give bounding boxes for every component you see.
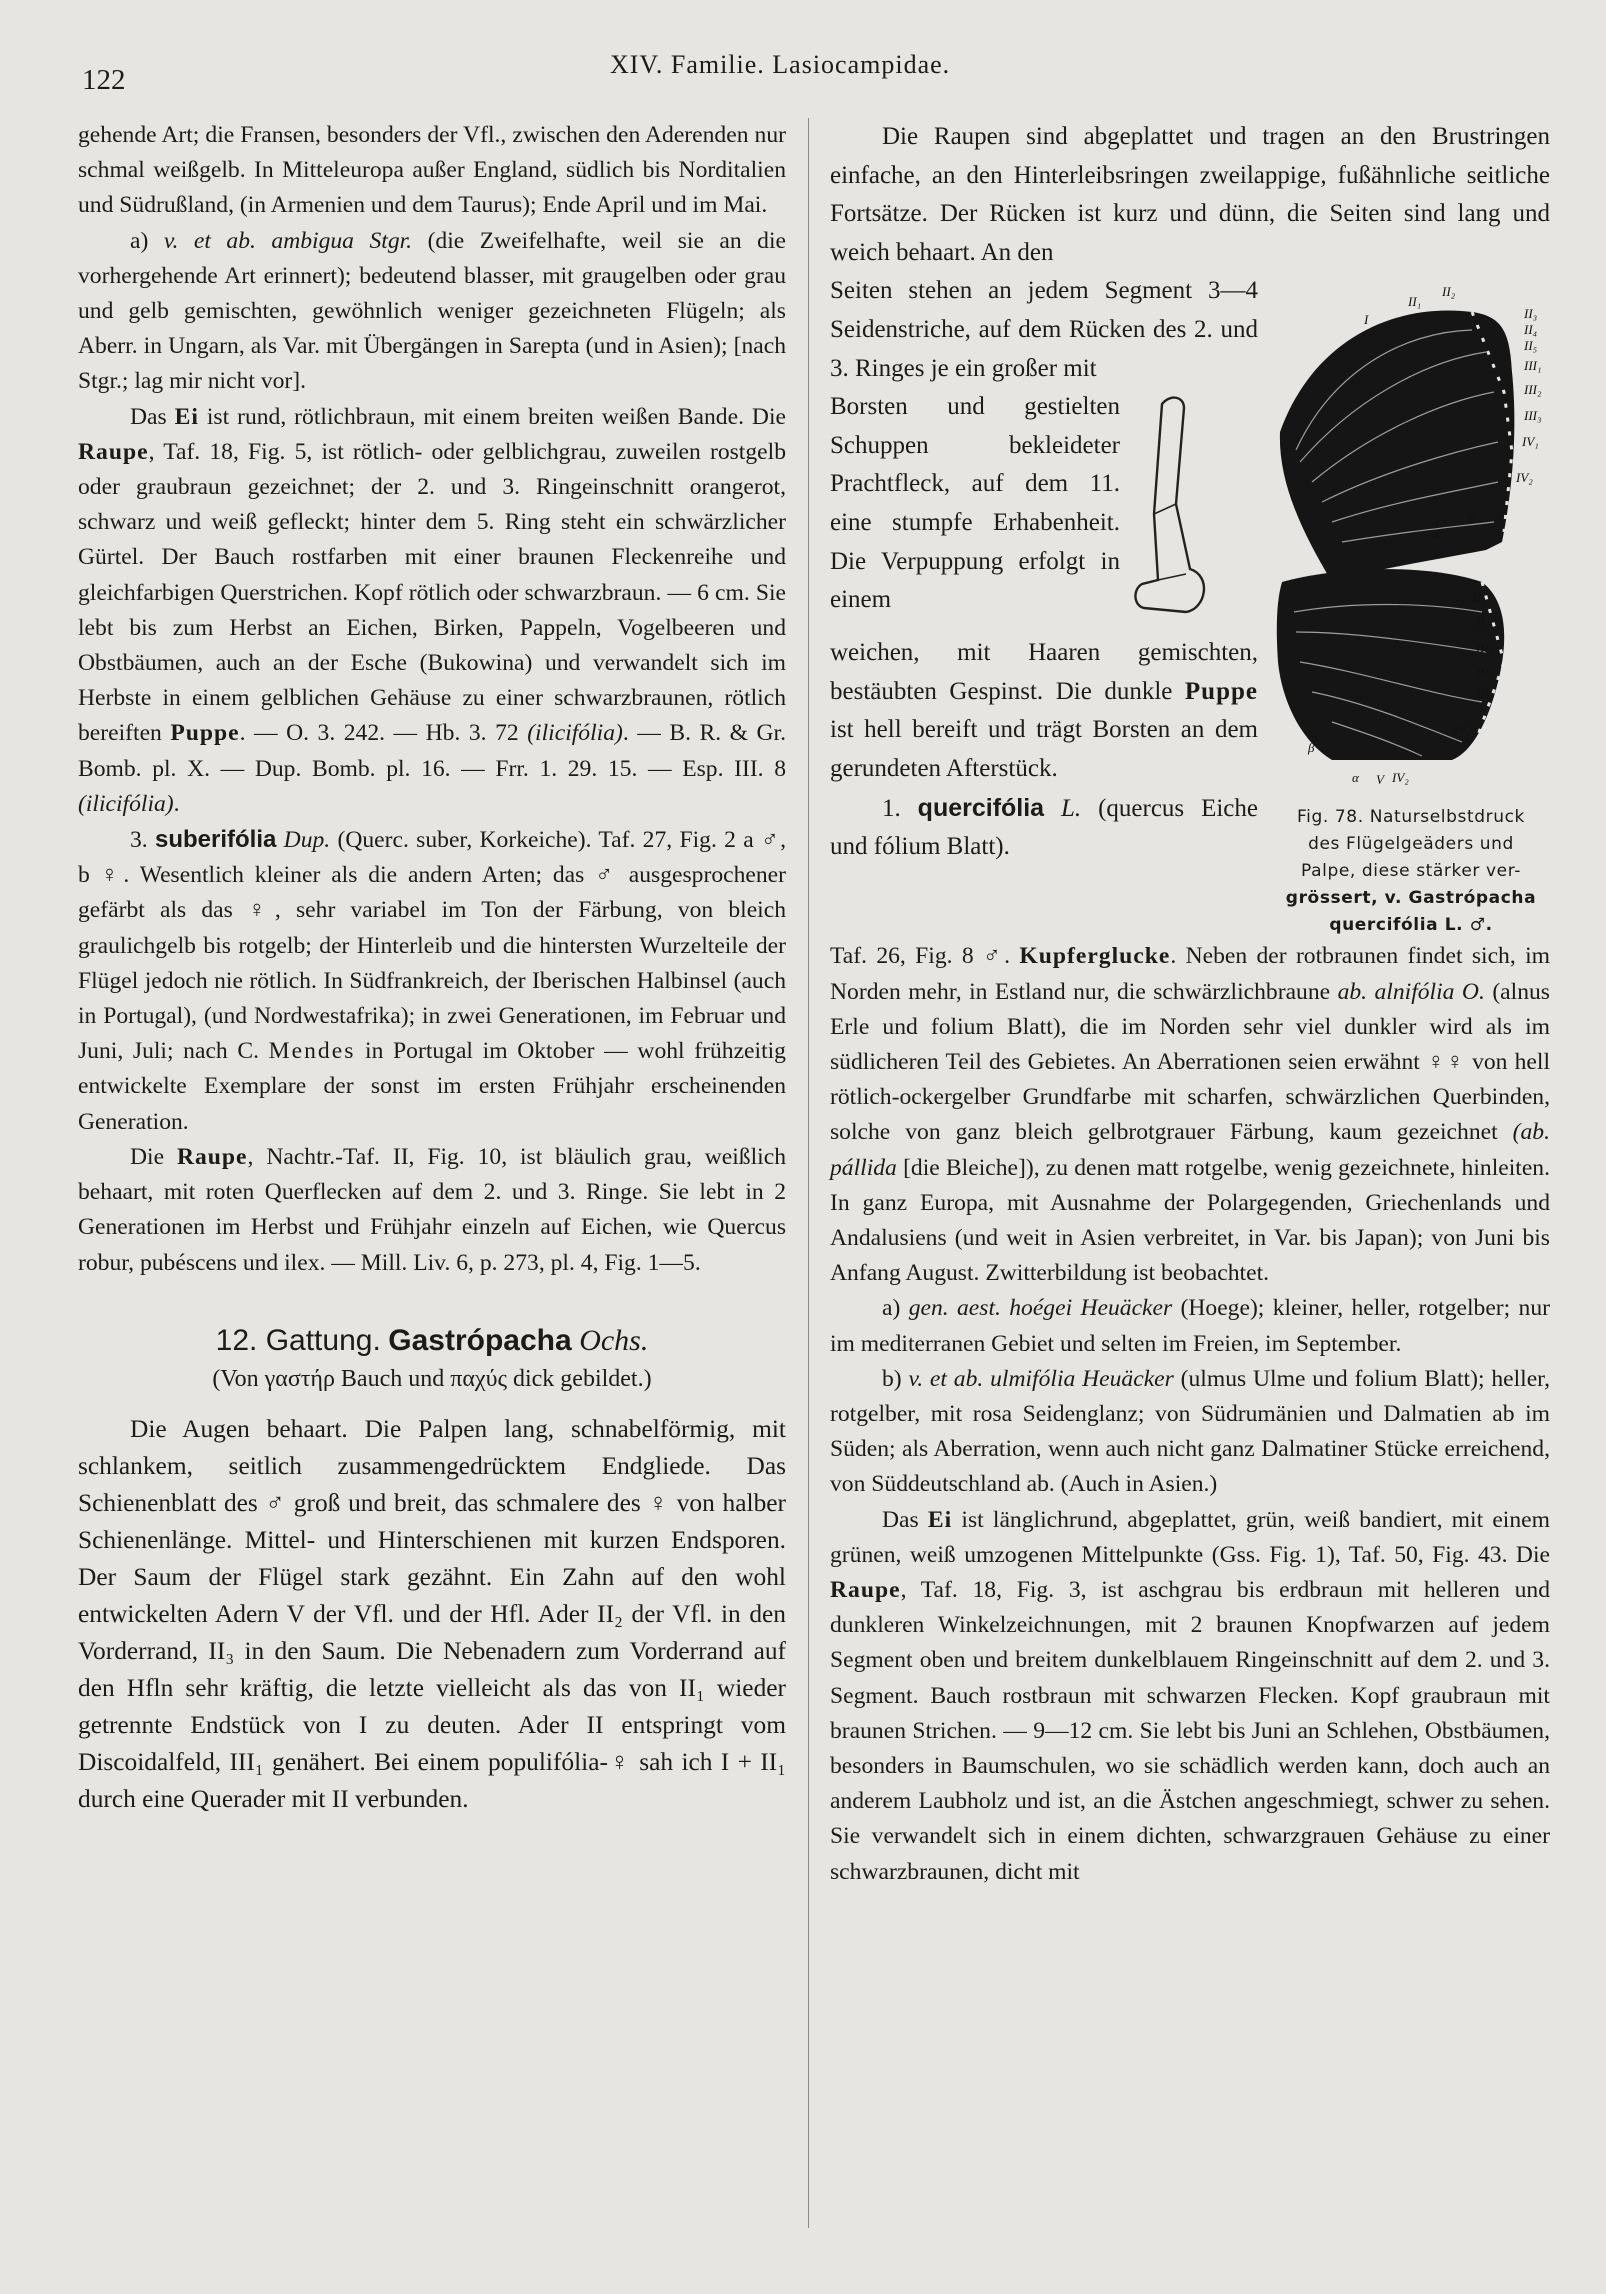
author: L. — [1061, 794, 1082, 822]
paragraph-ambigua — [78, 224, 786, 400]
page-number: 122 — [82, 64, 126, 96]
caption-line: des Flügelgeäders und — [1308, 834, 1514, 855]
text: . — [173, 790, 180, 817]
right-top-text — [830, 118, 1550, 272]
right-continuation — [830, 939, 1550, 1889]
vein-label: IV₁ — [1522, 434, 1539, 450]
forewing-shape — [1280, 311, 1515, 583]
vein-label: II₁ — [1472, 590, 1486, 606]
figure-wrap-block — [830, 272, 1550, 939]
term-puppe: Puppe — [170, 720, 240, 747]
vein-label: III₃ — [1524, 408, 1542, 424]
caption-line: Palpe, diese stärker ver- — [1301, 861, 1521, 882]
genus-etymology: (Von γαστήρ Bauch und παχύς dick gebildet.) — [212, 1365, 652, 1392]
vein-label: III₂ — [1524, 382, 1542, 398]
paragraph-ulmifolia — [830, 1362, 1550, 1503]
vein-label: II₃ — [1524, 306, 1538, 322]
text: (alnus Erle und folium Blatt), die im Norden sehr viel dunkler wird als im südlicheren Teil des Gebietes. An Aberrationen seien erwähnt ♀♀ von hell rötlich-ockergelber Grundfarbe mit scharfen, schwärzlichen Querbinden, solche von ganz bleich gelbrotgrauer Färbung, kaum gezeichnet — [830, 978, 1550, 1146]
term-ei: Ei — [174, 403, 199, 430]
text: (ulmus Ulme und folium Blatt); heller, rotgelber, mit rosa Seidenglanz; von Südrumänien und Dalmatien ab im Süden; als Aberration, wenn auch nicht ganz Dalmatiner Stücke erreichend, von Süddeutschland ab. (Auch in Asien.) — [830, 1365, 1550, 1498]
text: ist rund, rötlichbraun, mit einem breiten weißen Bande. Die — [206, 403, 786, 430]
text: Das — [130, 403, 167, 430]
paragraph-prachtfleck: Borsten und gestielten Schuppen bekleideter Prachtfleck, auf dem 11. eine stumpfe Erhabenheit. Die Verpuppung erfolgt in einem — [830, 393, 1120, 614]
vein-label: II₁ — [1408, 294, 1422, 310]
common-name: Kupferglucke — [1019, 943, 1171, 970]
vein-label: α — [1352, 770, 1359, 786]
vein-label: α — [1432, 526, 1439, 542]
vein-label: IV₁ — [1454, 722, 1471, 738]
term-ei: Ei — [927, 1506, 953, 1533]
paragraph-suberifolia — [78, 822, 786, 1140]
text: . — O. 3. 242. — Hb. 3. 72 — [239, 720, 519, 747]
palp-illustration — [1126, 394, 1246, 634]
wrapped-text — [830, 272, 1258, 866]
vein-label: II₅ — [1524, 338, 1538, 354]
paragraph-larva-description: Die Raupen sind abgeplattet und tragen an den Brustringen einfache, an den Hinterleibsringen zweilappige, fußähnliche seitliche Fortsätze. Der Rücken ist kurz und dünn, die Seiten sind lang und weich behaart. An den — [830, 123, 1550, 266]
text: , Taf. 18, Fig. 5, ist rötlich- oder gelblichgrau, zuweilen rostgelb oder graubraun gezeichnet; der 2. und 3. Ringeinschnitt orangerot, schwarz und weiß gefleckt; hinter dem 5. Ring steht ein schwärzlicher Gürtel. Der Bauch rostfarben mit einer braunen Fleckenreihe und gleichfarbigen Querstrichen. Kopf rötlich oder schwarzbraun. — 6 cm. Sie lebt bis zum Herbst an Eichen, Birken, Pappeln, Vogelbeeren und Obstbäumen, auch an der Esche (Bukowina) und verwandelt sich im Herbste in einem gelblichen Gehäuse zu einer schwarzbraunen, rötlich bereiften — [78, 438, 786, 747]
vein-label: III₁ — [1524, 358, 1542, 374]
author: Dup. — [283, 827, 331, 854]
figure-caption — [1272, 804, 1550, 939]
vein-label: II₄ — [1524, 322, 1538, 338]
vein-label: III₁ — [1476, 640, 1494, 656]
vein-label: II — [1476, 614, 1485, 630]
text: (Querc. suber, Korkeiche). Taf. 27, Fig. 2 a ♂, b ♀. Wesentlich kleiner als die andern Arten; das ♂ ausgesprochener gefärbt als das ♀, sehr variabel im Ton der Färbung, von bleich graulichgelb bis rotgelb; der Hinterleib und die hintersten Wurzelteile der Flügel jedoch nie rötlich. In Südfrankreich, der Iberischen Halbinsel (auch in Portugal), (und Nordwestafrika); in zwei Generationen, im Februar und Juni, Juli; nach C. — [78, 827, 786, 1065]
term-raupe: Raupe — [78, 438, 149, 465]
vein-label: IV₂ — [1392, 770, 1409, 786]
taxon-name: v. et ab. ulmifólia Heuäcker — [908, 1365, 1174, 1392]
paragraph-pupa — [830, 634, 1258, 788]
paragraph-egg-larva — [830, 1503, 1550, 1890]
item-letter: b) — [882, 1365, 902, 1392]
term-raupe: Raupe — [830, 1577, 901, 1604]
species-name: quercifólia — [917, 793, 1045, 822]
vein-label: β — [1308, 740, 1315, 756]
taxon-name: (ilicifólia) — [527, 720, 623, 747]
taxon-name: gen. aest. hoégei Heuäcker — [908, 1295, 1173, 1322]
caption-line: quercifólia L. ♂. — [1329, 915, 1493, 936]
text: Taf. 26, Fig. 8 ♂. — [830, 943, 1011, 970]
term-raupe: Raupe — [176, 1143, 248, 1170]
item-letter: a) — [882, 1295, 901, 1322]
wing-venation-figure — [1272, 282, 1550, 792]
species-name: suberifólia — [155, 826, 277, 854]
taxon-name: (ab. pállida — [830, 1119, 1550, 1181]
paragraph-quercifolia — [830, 939, 1550, 1291]
text: Das — [882, 1506, 919, 1533]
species-number: 3. — [130, 827, 148, 854]
paragraph-segments: Seiten stehen an jedem Segment 3—4 Seidenstriche, auf dem Rücken des 2. und 3. Ringes je ein großer mit — [830, 277, 1258, 382]
species-number: 1. — [882, 794, 901, 822]
text: , Taf. 18, Fig. 3, ist aschgrau bis erdbraun mit helleren und dunkleren Winkelzeichnungen, mit 2 braunen Knopfwarzen auf jedem Segment oben und breitem dunkelblauem Ringeinschnitt auf dem 2. und 3. Segment. Bauch rostbraun mit schwarzen Flecken. Kopf graubraun mit braunen Strichen. — 9—12 cm. Sie lebt bis Juni an Schlehen, Obstbäumen, besonders in Baumschulen, wo sie schädlich werden kann, doch auch an anderem Laubholz und ist, an die Ästchen angeschmiegt, schwer zu sehen. Sie verwandelt sich in einem dichten, schwarzgrauen Gehäuse zu einer schwarzbraunen, dicht mit — [830, 1577, 1550, 1885]
text: . Neben der rotbraunen findet sich, im Norden mehr, in Estland nur, die schwärzlichbraune — [830, 943, 1550, 1005]
vein-label: II₂ — [1442, 284, 1456, 300]
caption-line: Fig. 78. Naturselbstdruck — [1297, 807, 1525, 828]
genus-description-block — [78, 1411, 786, 1818]
vein-label: V — [1376, 772, 1384, 788]
text: ist hell bereift und trägt Borsten an dem gerundeten Afterstück. — [830, 716, 1258, 782]
vein-label: III₃ — [1476, 686, 1494, 702]
paragraph-hoegei — [830, 1291, 1550, 1361]
caption-line: grössert, v. Gastrópacha — [1285, 888, 1537, 909]
paragraph-early-stages — [78, 400, 786, 822]
paragraph: gehende Art; die Fransen, besonders der Vfl., zwischen den Aderenden nur schmal weißgelb. In Mitteleuropa außer England, südlich bis Norditalien und Südrußland, (in Armenien und dem Taurus); Ende April und im Mai. — [78, 122, 786, 219]
running-head: XIV. Familie. Lasiocampidae. — [610, 50, 951, 79]
text: ist länglichrund, abgeplattet, grün, weiß bandiert, mit einem grünen, weiß umzogenen Mittelpunkte (Gss. Fig. 1), Taf. 50, Fig. 43. Die — [830, 1506, 1550, 1568]
text: [die Bleiche]), zu denen matt rotgelbe, wenig gezeichnete, hinleiten. In ganz Europa, mit Ausnahme der Polargegenden, Griechenlands und Andalusiens (und weit in Asien verbreitet, in Var. bis Japan); von Juni bis Anfang August. Zwitterbildung ist beobachtet. — [830, 1154, 1551, 1287]
taxon-name: v. et ab. ambigua Stgr. — [163, 227, 413, 254]
genus-description: Die Augen behaart. Die Palpen lang, schnabelförmig, mit schlankem, seitlich zusammengedrücktem Endgliede. Das Schienenblatt des ♂ groß und breit, das schmalere des ♀ von halber Schienenlänge. Mittel- und Hinterschienen mit kurzen Endsporen. Der Saum der Flügel stark gezähnt. Ein Zahn auf den wohl entwickelten Adern V der Vfl. und der Hfl. Ader II₂ der Vfl. in den Vorderrand, II₃ in den Saum. Die Nebenadern zum Vorderrand auf den Hfln sehr kräftig, die letzte vielleicht als das von II₁ wieder getrennte Endstück von I zu deuten. Ader II entspringt vom Discoidalfeld, III₁ genähert. Bei einem populifólia-♀ sah ich I + II₁ durch eine Querader mit II verbunden. — [78, 1414, 786, 1813]
palp-area — [830, 388, 1258, 634]
etymology: (quercus Eiche und fólium Blatt). — [830, 794, 1258, 861]
text: Die — [130, 1143, 165, 1170]
figure-78 — [1272, 282, 1550, 939]
vein-label: III₂ — [1476, 664, 1494, 680]
text: , Nachtr.-Taf. II, Fig. 10, ist bläulich grau, weißlich behaart, mit roten Querflecken auf dem 2. und 3. Ringe. Sie lebt in 2 Generationen im Herbst und Frühjahr einzeln auf Eichen, wie Quercus robur, pubéscens und ilex. — Mill. Liv. 6, p. 273, pl. 4, Fig. 1—5. — [78, 1143, 786, 1276]
vein-label: IV₂ — [1516, 470, 1533, 486]
taxon-name: (ilicifólia) — [78, 790, 174, 817]
genus-author: Ochs. — [579, 1323, 649, 1357]
vein-label: I — [1364, 312, 1369, 328]
text: . — B. R. & Gr. Bomb. pl. X. — Dup. Bomb. pl. 16. — Frr. 1. 29. 15. — Esp. III. 8 — [78, 720, 787, 782]
vein-label: V — [1466, 510, 1474, 526]
taxon-name: ab. alnifólia O. — [1337, 978, 1485, 1005]
column-rule — [808, 118, 809, 2228]
genus-name: Gastrópacha — [388, 1323, 572, 1357]
item-letter: a) — [130, 227, 149, 254]
species-heading-quercifolia — [830, 789, 1258, 867]
paragraph-text: (die Zweifelhafte, weil sie an die vorhergehende Art erinnert); bedeutend blasser, mit graugelben oder grau und gelb gemischten, gewöhnlich weniger gezeichneten Flügeln; als Aberr. in Ungarn, als Var. mit Übergängen in Sarepta (und in Asien); [nach Stgr.; lag mir nicht vor]. — [78, 227, 786, 395]
genus-heading — [78, 1321, 786, 1361]
person-name: Mendes — [268, 1038, 356, 1065]
genus-number: 12. Gattung. — [215, 1323, 381, 1357]
left-column — [78, 118, 786, 1818]
right-column — [830, 118, 1550, 1890]
text: in Portugal im Oktober — wohl frühzeitig entwickelte Exemplare der sonst im ersten Frühjahr erscheinenden Generation. — [78, 1038, 786, 1135]
paragraph-raupe — [78, 1140, 786, 1281]
term-puppe: Puppe — [1184, 677, 1258, 705]
text: weichen, mit Haaren gemischten, bestäubten Gespinst. Die dunkle — [830, 639, 1258, 705]
text: (Hoege); kleiner, heller, rotgelber; nur im mediterranen Gebiet und selten im Freien, im September. — [830, 1295, 1550, 1357]
